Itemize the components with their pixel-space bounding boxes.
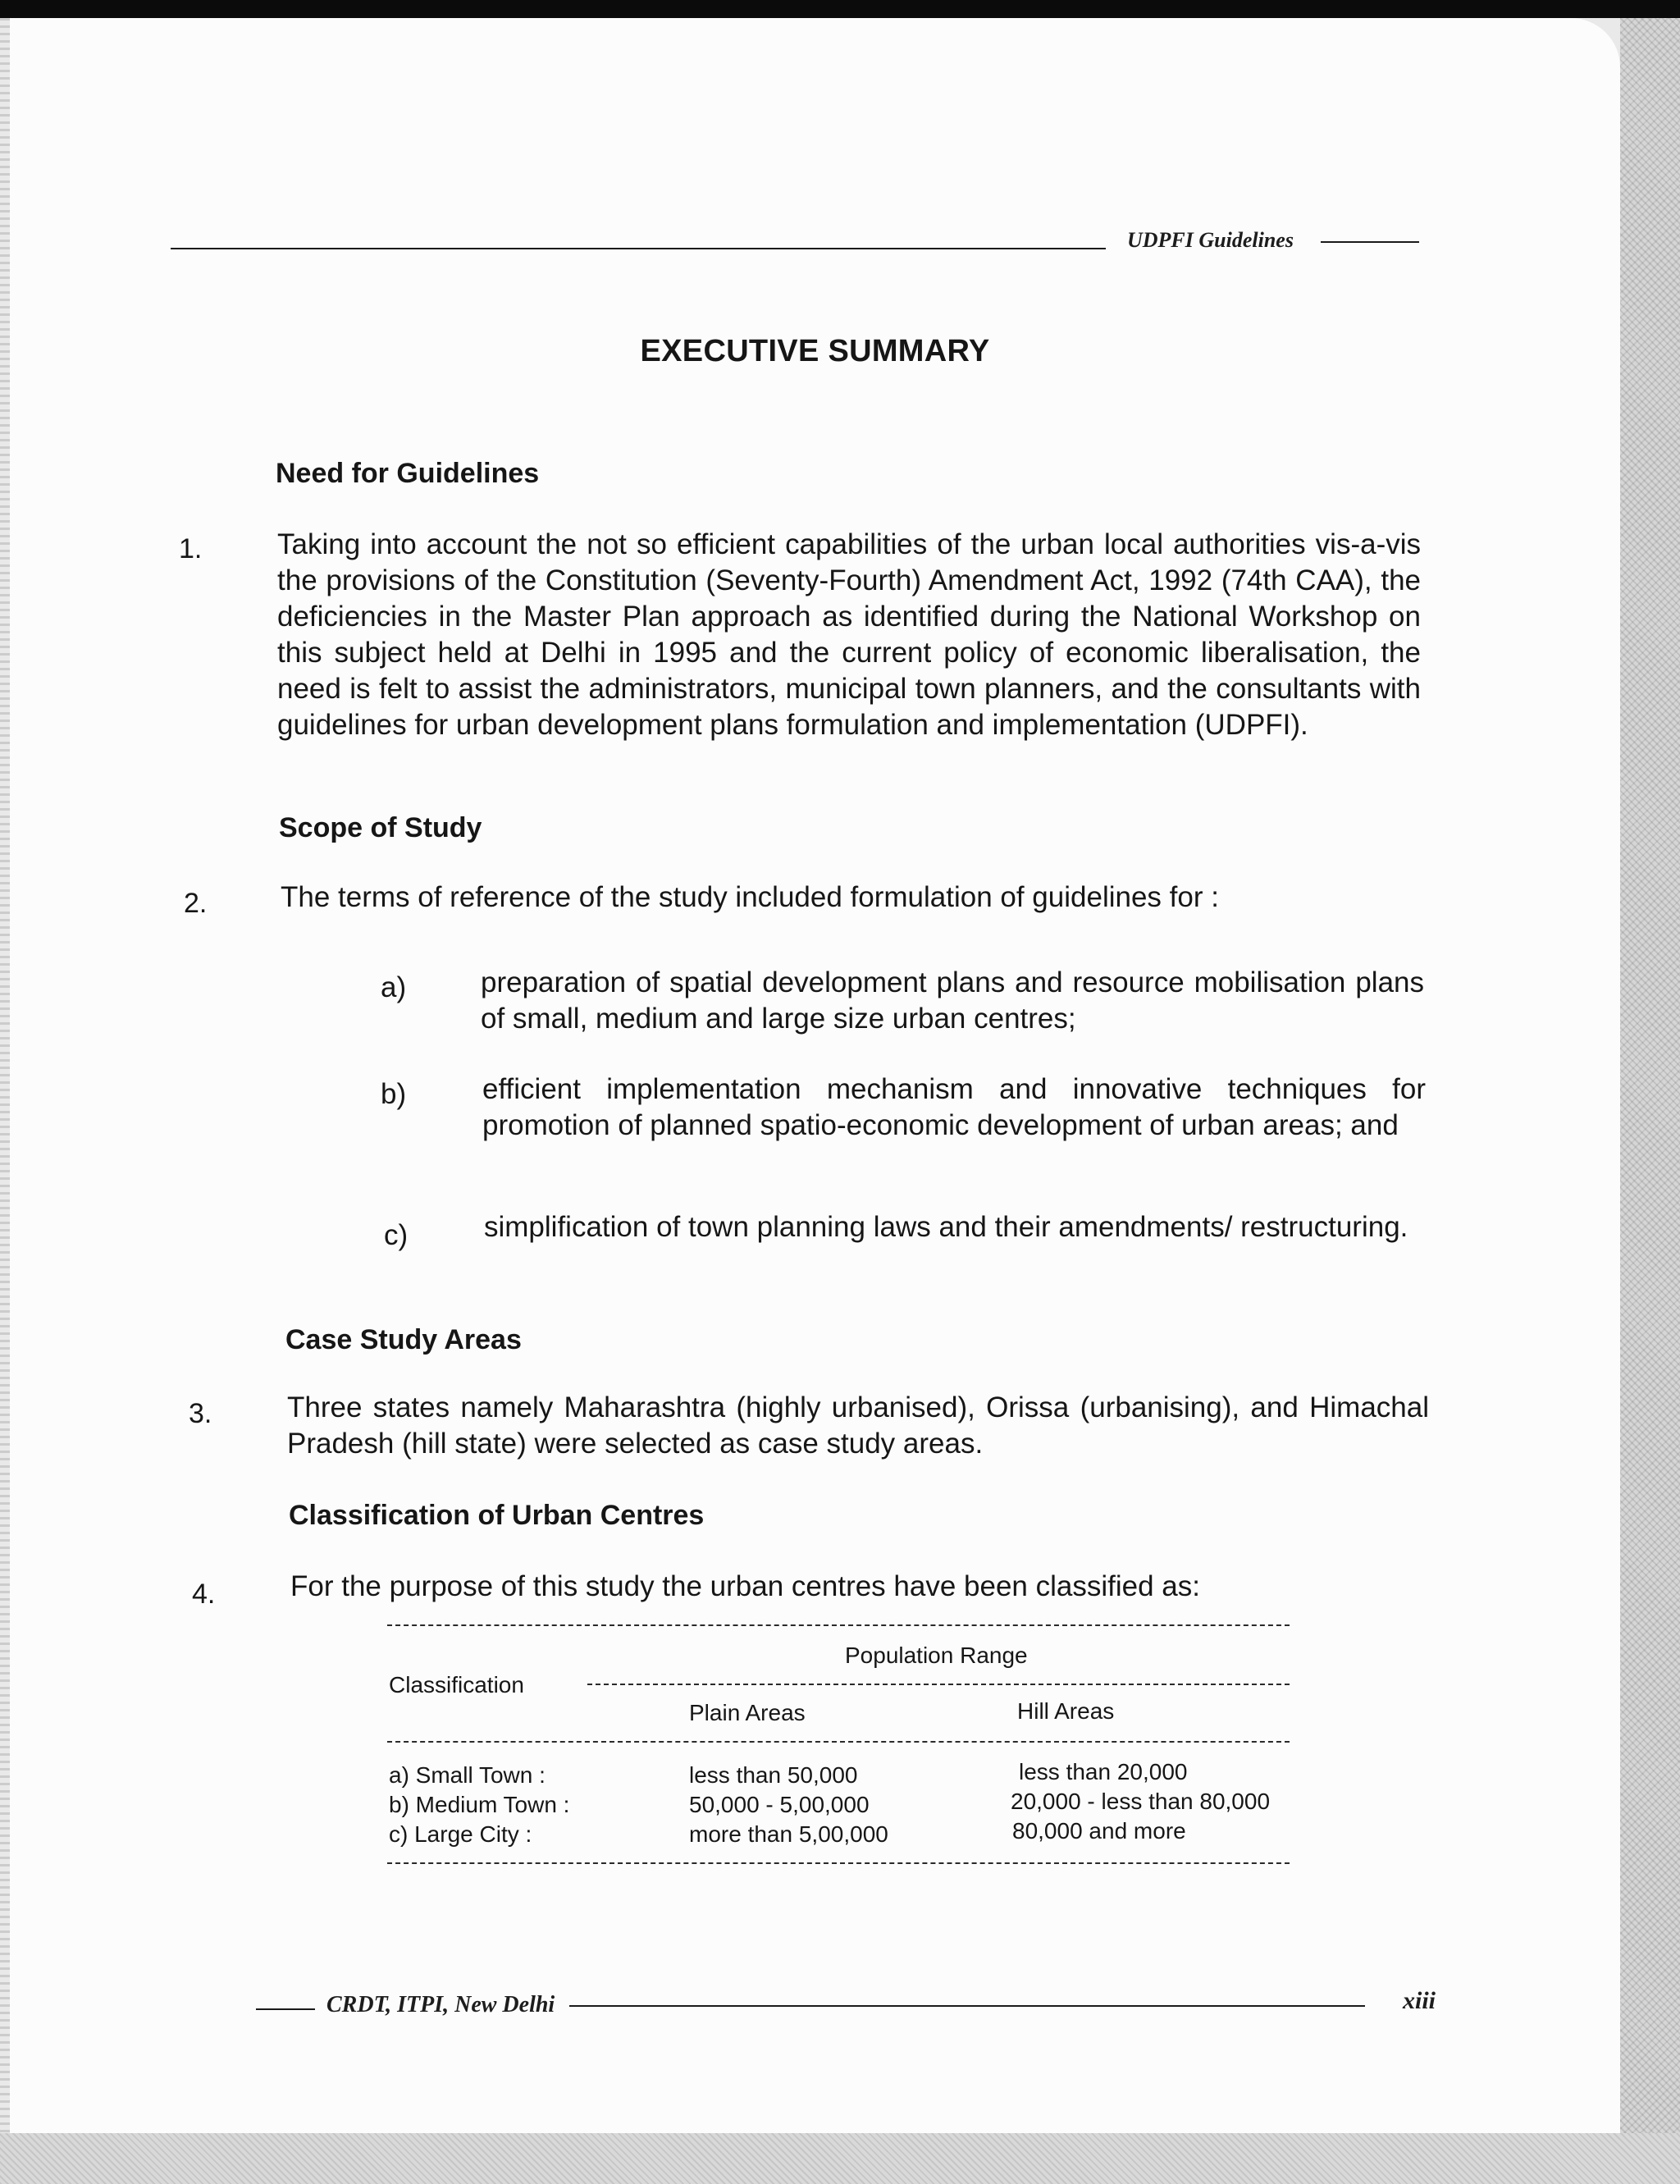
scan-right-margin: [1620, 18, 1680, 2184]
paragraph-case-study: Three states namely Maharashtra (highly urbanised), Orissa (urbanising), and Himachal Pradesh (hill state) were selected as case study areas.: [287, 1391, 1429, 1460]
table-cell-hill: less than 20,000: [1019, 1759, 1188, 1784]
table-cell-plain: less than 50,000: [689, 1762, 858, 1788]
footer-rule-right: [569, 2005, 1365, 2007]
paragraph-scope: The terms of reference of the study included formulation of guidelines for :: [281, 881, 1219, 913]
list-letter-c: c): [384, 1219, 409, 1251]
scan-bottom-margin: [0, 2133, 1680, 2184]
list-letter-b: b): [381, 1078, 407, 1110]
page-title: EXECUTIVE SUMMARY: [640, 334, 990, 368]
list-item-c: simplification of town planning laws and their amendments/ restructuring.: [484, 1211, 1408, 1243]
paragraph-number-3: 3.: [189, 1398, 212, 1429]
list-item-b: efficient implementation mechanism and innovative techniques for promotion of planned spatio-economic development of urban areas; and: [482, 1073, 1426, 1141]
paragraph-number-1: 1.: [179, 533, 203, 564]
paragraph-need: Taking into account the not so efficient capabilities of the urban local authorities vis-a-vis the provisions of the Constitution (Seventy-Fourth) Amendment Act, 1992 (74th CAA), the deficiencies in the Master Plan approach as identified during the National Workshop on this subject held at Delhi in 1995 and the current policy of economic liberalisation, the need is felt to assist the administrators, municipal town planners, and the consultants with guidelines for urban development plans formulation and implementation (UDPFI).: [277, 528, 1421, 741]
section-heading-scope: Scope of Study: [279, 812, 482, 843]
section-heading-need: Need for Guidelines: [276, 458, 540, 489]
paragraph-classification: For the purpose of this study the urban centres have been classified as:: [290, 1570, 1200, 1602]
table-cell-hill: 80,000 and more: [1012, 1818, 1186, 1844]
footer-institution: CRDT, ITPI, New Delhi: [326, 1992, 555, 2017]
list-item-a: preparation of spatial development plans and resource mobilisation plans of small, medium and large size urban centres;: [481, 966, 1424, 1035]
section-heading-classification: Classification of Urban Centres: [289, 1500, 705, 1531]
table-col-hill-areas: Hill Areas: [1017, 1698, 1115, 1724]
table-row-label: b) Medium Town :: [389, 1792, 570, 1817]
running-header: UDPFI Guidelines: [1127, 228, 1294, 252]
table-row-label: a) Small Town :: [389, 1762, 546, 1788]
table-col-plain-areas: Plain Areas: [689, 1700, 806, 1725]
classification-table: [387, 1618, 1290, 1872]
paragraph-number-2: 2.: [184, 888, 208, 919]
list-letter-a: a): [381, 971, 407, 1003]
document-page: [10, 18, 1620, 2133]
scan-top-edge: [0, 0, 1680, 18]
page-number: xiii: [1403, 1987, 1436, 2014]
footer-rule-left: [256, 2008, 315, 2010]
table-group-rule: [587, 1684, 1290, 1685]
table-cell-plain: 50,000 - 5,00,000: [689, 1792, 870, 1817]
header-rule-left: [171, 248, 1106, 249]
table-header-rule: [387, 1741, 1290, 1743]
table-row-label: c) Large City :: [389, 1821, 532, 1847]
table-group-header: Population Range: [845, 1643, 1028, 1668]
paragraph-number-4: 4.: [192, 1579, 216, 1610]
table-bottom-rule: [387, 1862, 1290, 1864]
table-cell-hill: 20,000 - less than 80,000: [1011, 1789, 1271, 1814]
scan-left-edge: [0, 18, 10, 2135]
header-rule-right: [1321, 241, 1419, 243]
section-heading-case-study: Case Study Areas: [285, 1324, 522, 1355]
table-classification-header: Classification: [389, 1672, 524, 1697]
table-top-rule: [387, 1624, 1290, 1626]
table-cell-plain: more than 5,00,000: [689, 1821, 888, 1847]
